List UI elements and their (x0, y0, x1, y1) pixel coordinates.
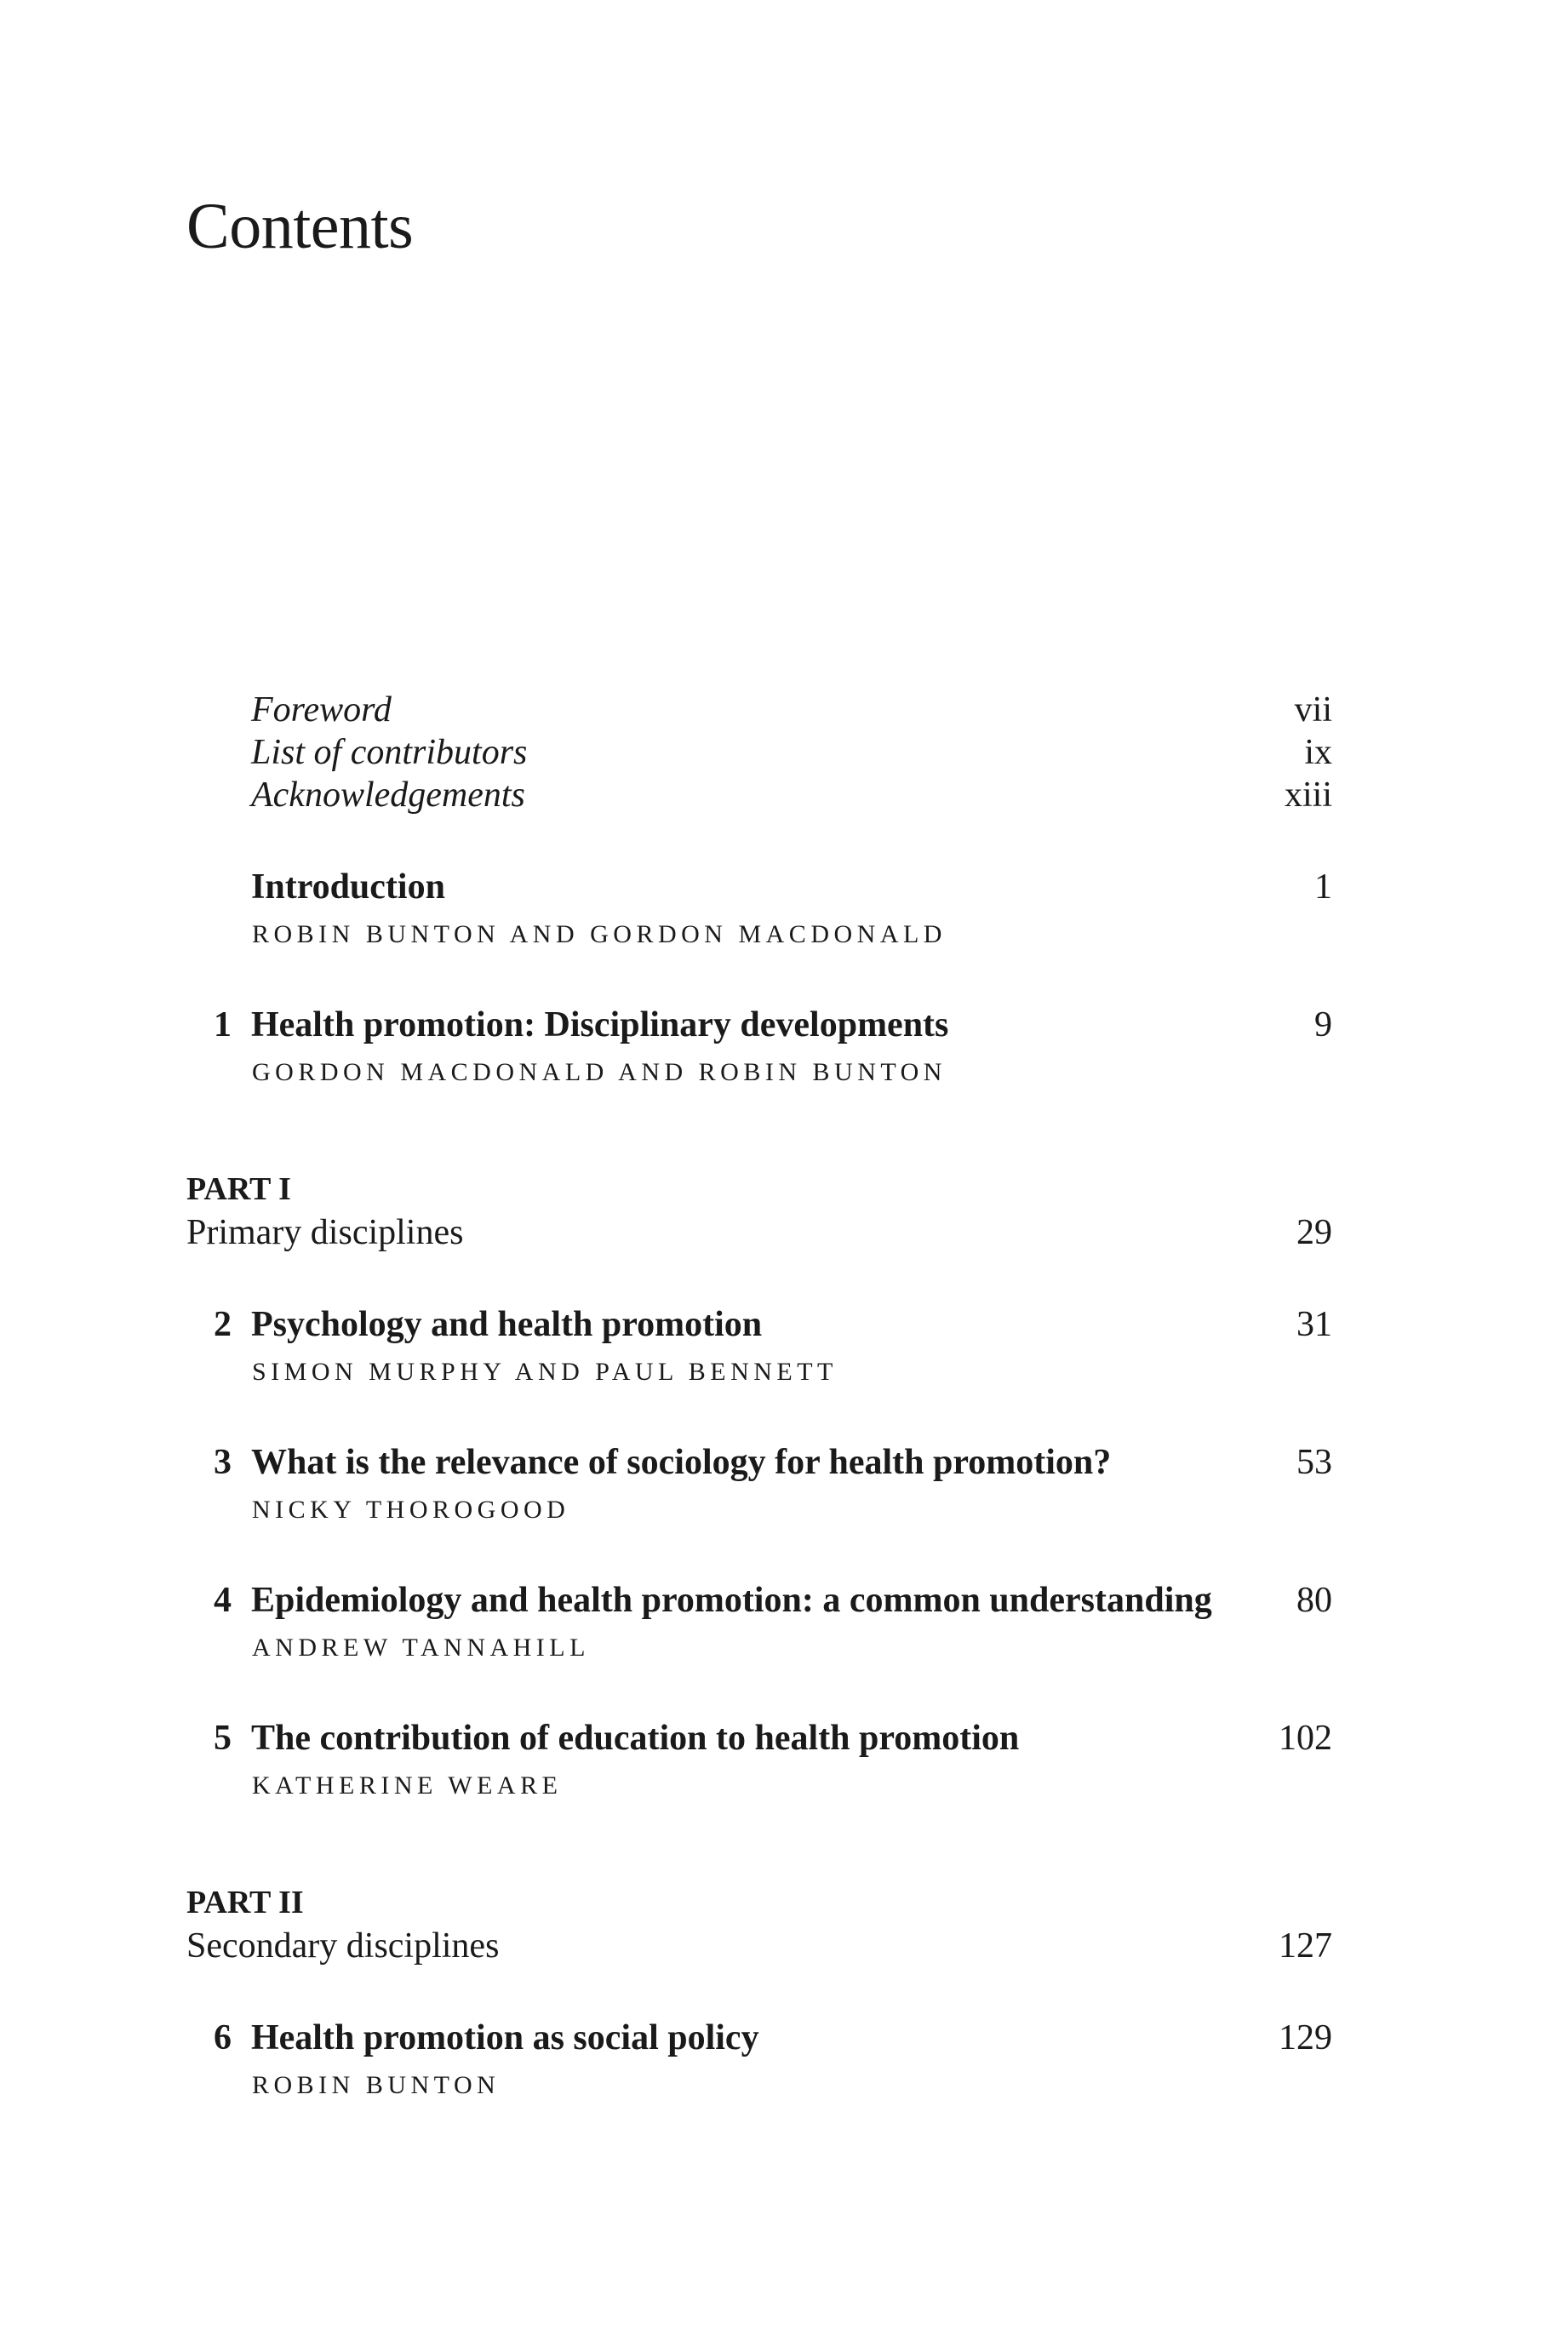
toc-entry-chapter-1 (0, 999, 1568, 1050)
page-number: 29 (1296, 1213, 1332, 1252)
page-number: 1 (1314, 867, 1332, 907)
chapter-number: 6 (214, 2018, 232, 2057)
entry-authors: ROBIN BUNTON (252, 2071, 501, 2099)
entry-title: List of contributors (251, 733, 528, 772)
page-number: xiii (1284, 775, 1332, 815)
entry-authors: KATHERINE WEARE (252, 1771, 563, 1800)
entry-title: Psychology and health promotion (251, 1305, 763, 1344)
entry-title: Epidemiology and health promotion: a common understanding (251, 1581, 1212, 1620)
page-number: ix (1304, 733, 1332, 772)
toc-part-1-title (0, 1207, 1568, 1258)
toc-entry-acknowledgements (0, 770, 1568, 821)
toc-entry-chapter-4 (0, 1575, 1568, 1626)
entry-title: Introduction (251, 867, 445, 907)
page-number: 9 (1314, 1005, 1332, 1044)
entry-title: Health promotion: Disciplinary developments (251, 1005, 949, 1044)
toc-entry-chapter-6 (0, 2012, 1568, 2063)
part-title: Primary disciplines (186, 1213, 464, 1252)
entry-title: What is the relevance of sociology for health promotion? (251, 1443, 1112, 1482)
page-number: 31 (1296, 1305, 1332, 1344)
page-number: 102 (1279, 1719, 1332, 1758)
chapter-number: 5 (214, 1719, 232, 1758)
toc-entry-introduction (0, 861, 1568, 913)
page-number: 127 (1279, 1926, 1332, 1966)
entry-title: Foreword (251, 690, 392, 730)
toc-entry-chapter-5 (0, 1713, 1568, 1764)
entry-title: Acknowledgements (251, 775, 525, 815)
chapter-number: 1 (214, 1005, 232, 1044)
page-number: vii (1294, 690, 1332, 730)
entry-title: The contribution of education to health promotion (251, 1719, 1020, 1758)
page-number: 129 (1279, 2018, 1332, 2057)
entry-title: Health promotion as social policy (251, 2018, 759, 2057)
toc-part-2-title (0, 1920, 1568, 1971)
entry-authors: ROBIN BUNTON AND GORDON MACDONALD (252, 920, 947, 948)
entry-authors: NICKY THOROGOOD (252, 1496, 570, 1524)
part-label: PART I (186, 1171, 291, 1207)
chapter-number: 4 (214, 1581, 232, 1620)
toc-entry-chapter-3 (0, 1437, 1568, 1488)
toc-entry-chapter-2 (0, 1299, 1568, 1350)
part-title: Secondary disciplines (186, 1926, 500, 1966)
chapter-number: 3 (214, 1443, 232, 1482)
entry-authors: SIMON MURPHY AND PAUL BENNETT (252, 1358, 838, 1386)
page-number: 53 (1296, 1443, 1332, 1482)
page-title: Contents (186, 191, 414, 262)
entry-authors: ANDREW TANNAHILL (252, 1634, 590, 1662)
part-label: PART II (186, 1885, 304, 1920)
entry-authors: GORDON MACDONALD AND ROBIN BUNTON (252, 1058, 947, 1086)
chapter-number: 2 (214, 1305, 232, 1344)
page-number: 80 (1296, 1581, 1332, 1620)
